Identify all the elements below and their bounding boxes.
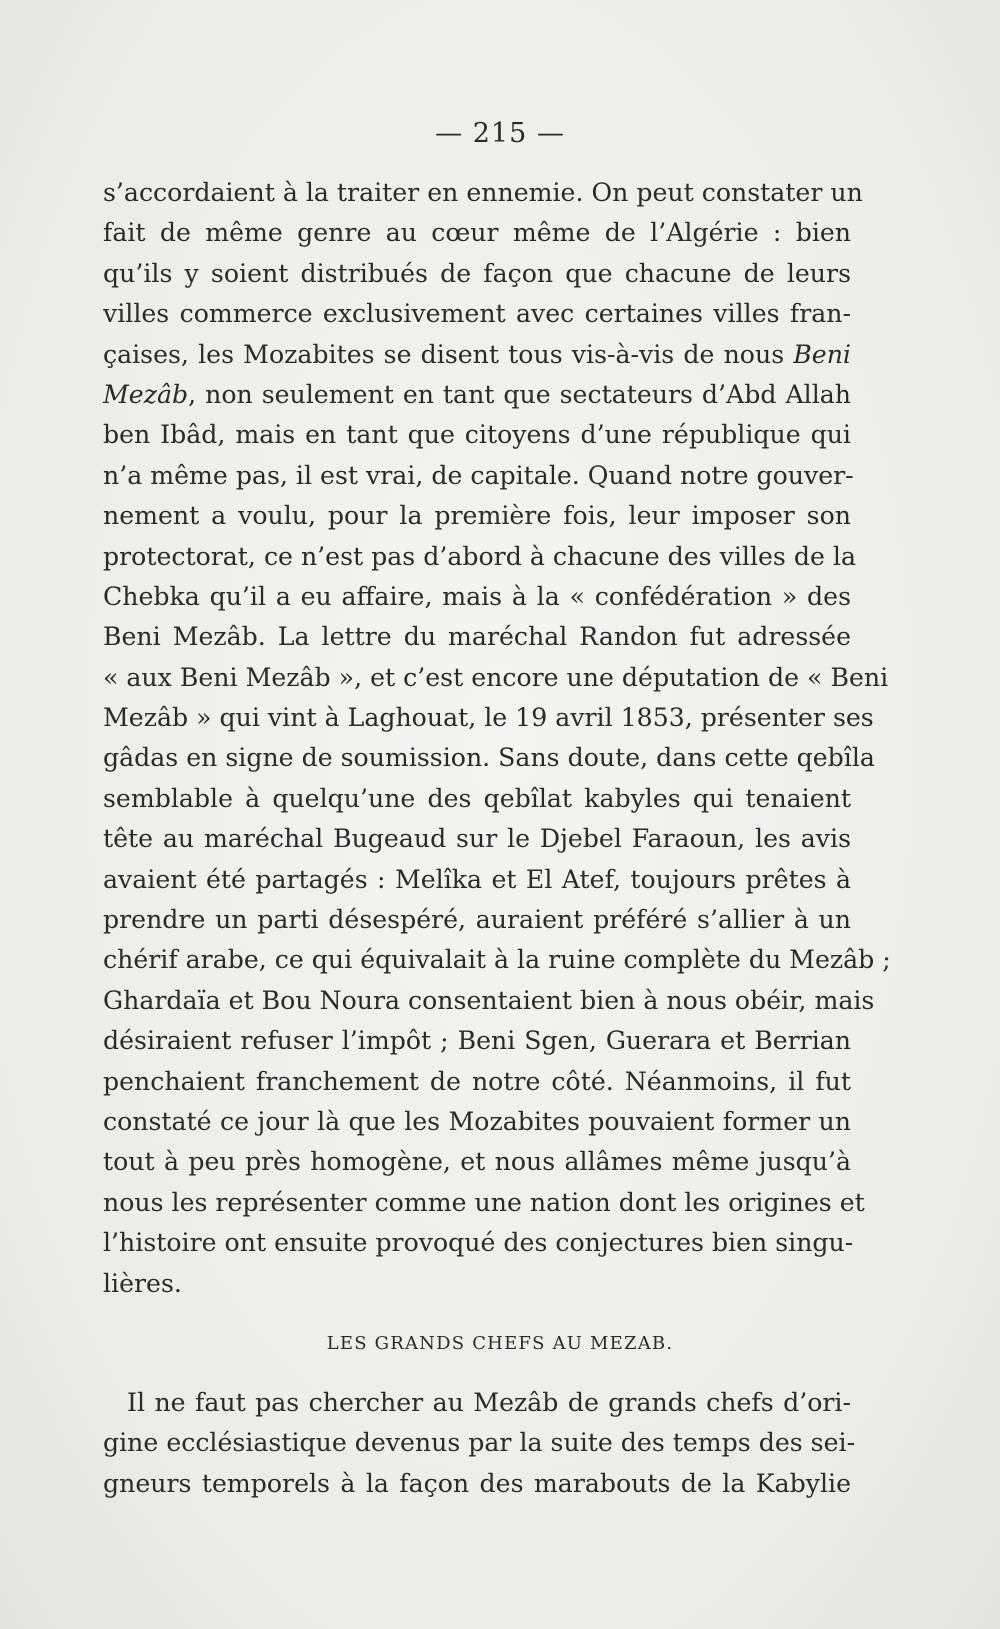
text-line: Beni Mezâb. La lettre du maréchal Randon fut adressée: [103, 622, 851, 652]
text-line: villes commerce exclusivement avec certaines villes fran-: [103, 299, 851, 329]
text-line: prendre un parti désespéré, auraient préféré s’allier à un: [103, 905, 851, 935]
text-span: , non seulement en tant que sectateurs d’Abd Allah: [188, 379, 851, 409]
text-line: Mezâb » qui vint à Laghouat, le 19 avril 1853, présenter ses: [103, 703, 874, 733]
text-line: constaté ce jour là que les Mozabites pouvaient former un: [103, 1106, 851, 1136]
text-span: çaises, les Mozabites se disent tous vis-à-vis de nous: [103, 339, 785, 369]
text-line: Chebka qu’il a eu affaire, mais à la « confédération » des: [103, 581, 851, 611]
text-line: ben Ibâd, mais en tant que citoyens d’une république qui: [103, 420, 851, 450]
text-line: tête au maréchal Bugeaud sur le Djebel Faraoun, les avis: [103, 824, 851, 854]
text-line: fait de même genre au cœur même de l’Algérie : bien: [103, 218, 851, 248]
text-line: nement a voulu, pour la première fois, leur imposer son: [103, 501, 851, 531]
text-line: lières.: [103, 1268, 182, 1298]
text-line: gine ecclésiastique devenus par la suite des temps des sei-: [103, 1428, 856, 1458]
text-line: gneurs temporels à la façon des marabouts de la Kabylie: [103, 1468, 851, 1498]
text-line: [103, 375, 851, 415]
text-line: l’histoire ont ensuite provoqué des conjectures bien singu-: [103, 1228, 854, 1258]
text-line: n’a même pas, il est vrai, de capitale. Quand notre gouver-: [103, 460, 854, 490]
section-heading: LES GRANDS CHEFS AU MEZAB.: [326, 1333, 674, 1354]
page-number: — 215 —: [435, 118, 565, 149]
text-line: « aux Beni Mezâb », et c’est encore une députation de « Beni: [103, 662, 889, 692]
text-line: semblable à quelqu’une des qebîlat kabyles qui tenaient: [103, 783, 851, 813]
text-line: gâdas en signe de soumission. Sans doute, dans cette qebîla: [103, 743, 875, 773]
text-line: protectorat, ce n’est pas d’abord à chacune des villes de la: [103, 541, 856, 571]
paragraph-1: [103, 173, 891, 1304]
text-line: s’accordaient à la traiter en ennemie. On peut constater un: [103, 178, 863, 207]
paragraph-2: [103, 1383, 856, 1504]
text-line: désiraient refuser l’impôt ; Beni Sgen, Guerara et Berrian: [103, 1026, 851, 1056]
text-line: penchaient franchement de notre côté. Néanmoins, il fut: [103, 1066, 851, 1096]
text-line: qu’ils y soient distribués de façon que chacune de leurs: [103, 258, 851, 288]
text-line: nous les représenter comme une nation dont les origines et: [103, 1187, 865, 1217]
italic-term: Mezâb: [103, 379, 189, 409]
text-line: Il ne faut pas chercher au Mezâb de grands chefs d’ori-: [127, 1388, 851, 1417]
text-line: tout à peu près homogène, et nous allâmes même jusqu’à: [103, 1147, 851, 1177]
text-line: [103, 335, 851, 375]
text-line: Ghardaïa et Bou Noura consentaient bien à nous obéir, mais: [103, 985, 875, 1015]
text-line: chérif arabe, ce qui équivalait à la ruine complète du Mezâb ;: [103, 945, 891, 975]
text-line: avaient été partagés : Melîka et El Atef, toujours prêtes à: [103, 864, 851, 894]
italic-term: Beni: [793, 339, 851, 369]
